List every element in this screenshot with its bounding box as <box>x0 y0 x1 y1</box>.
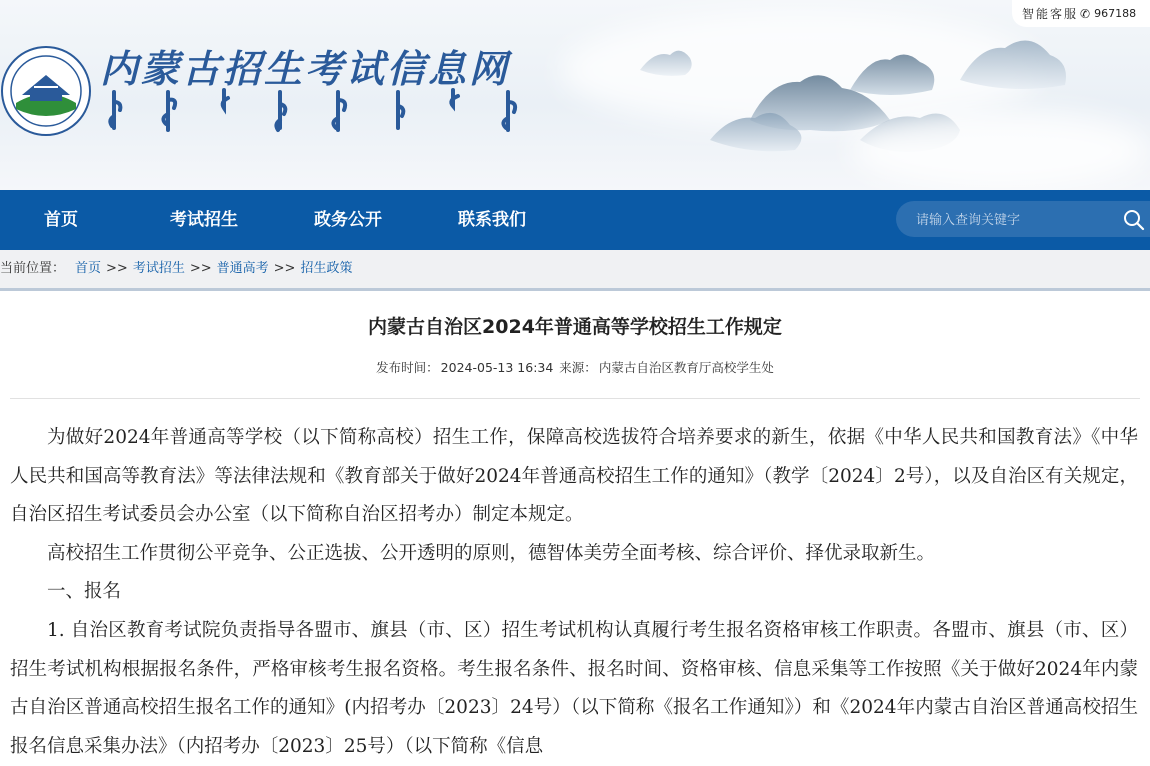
article-paragraph: 高校招生工作贯彻公平竞争、公正选拔、公开透明的原则，德智体美劳全面考核、综合评价、择优录取新生。 <box>47 542 936 564</box>
breadcrumb-link-home[interactable]: 首页 <box>75 261 102 276</box>
publish-time-label: 发布时间： <box>376 360 439 375</box>
article-title: 内蒙古自治区2024年普通高等学校招生工作规定 <box>368 316 782 338</box>
nav-item-gov-affairs[interactable]: 政务公开 <box>314 210 382 230</box>
breadcrumb-separator: >> <box>189 261 212 276</box>
header-banner <box>0 0 1150 190</box>
site-title: 内蒙古招生考试信息网 <box>100 46 511 91</box>
main-nav <box>0 190 1150 250</box>
divider <box>10 398 1140 399</box>
breadcrumb-link-exams[interactable]: 考试招生 <box>132 261 185 276</box>
source-value: 内蒙古自治区教育厅高校学生处 <box>598 360 774 375</box>
section-heading: 一、报名 <box>47 581 122 603</box>
nav-item-exams[interactable]: 考试招生 <box>170 210 238 230</box>
article-paragraph: 为做好2024年普通高等学校（以下简称高校）招生工作，保障高校选拔符合培养要求的新生，依据《中华人民共和国教育法》《中华人民共和国高等教育法》等法律法规和《教育部关于做好2024年普通高校招生工作的通知》（教学〔2024〕2号），以及自治区有关规定，自治区招生考试委员会办公室（以下简称自治区招考办）制定本规定。 <box>10 427 1138 526</box>
breadcrumb-label: 当前位置： <box>0 261 66 276</box>
breadcrumb-separator: >> <box>273 261 296 276</box>
article-meta <box>0 358 1150 376</box>
nav-item-home[interactable]: 首页 <box>44 210 78 230</box>
article-paragraph: 1. 自治区教育考试院负责指导各盟市、旗县（市、区）招生考试机构认真履行考生报名资格审核工作职责。各盟市、旗县（市、区）招生考试机构根据报名条件，严格审核考生报名资格。考生报名条件、报名时间、资格审核、信息采集等工作按照《关于做好2024年内蒙古自治区普通高校招生报名工作的通知》(内招考办〔2023〕24号）（以下简称《报名工作通知》）和《2024年内蒙古自治区普通高校招生报名信息采集办法》（内招考办〔2023〕25号）（以下简称《信息 <box>10 619 1138 757</box>
breadcrumb-items <box>75 250 352 288</box>
mongolian-script-title <box>108 88 528 136</box>
article-body <box>10 419 1138 766</box>
breadcrumb-link-gaokao[interactable]: 普通高考 <box>216 261 269 276</box>
hotline-label: 智能客服 <box>1022 7 1079 21</box>
phone-icon: ✆ <box>1080 6 1091 21</box>
site-logo-emblem <box>0 45 92 137</box>
breadcrumb-separator: >> <box>106 261 128 276</box>
source-label: 来源： <box>559 360 597 375</box>
search-input[interactable] <box>914 201 1118 239</box>
hotline-number: 967188 <box>1094 7 1137 20</box>
nav-item-contact[interactable]: 联系我们 <box>458 210 526 230</box>
breadcrumb <box>0 250 1150 291</box>
publish-time-value: 2024-05-13 16:34 <box>440 360 554 375</box>
banner-mist <box>850 110 1150 190</box>
search-box <box>896 201 1150 237</box>
breadcrumb-link-policy[interactable]: 招生政策 <box>300 261 353 276</box>
hotline-badge[interactable] <box>1012 0 1150 27</box>
search-icon[interactable] <box>1122 208 1146 232</box>
